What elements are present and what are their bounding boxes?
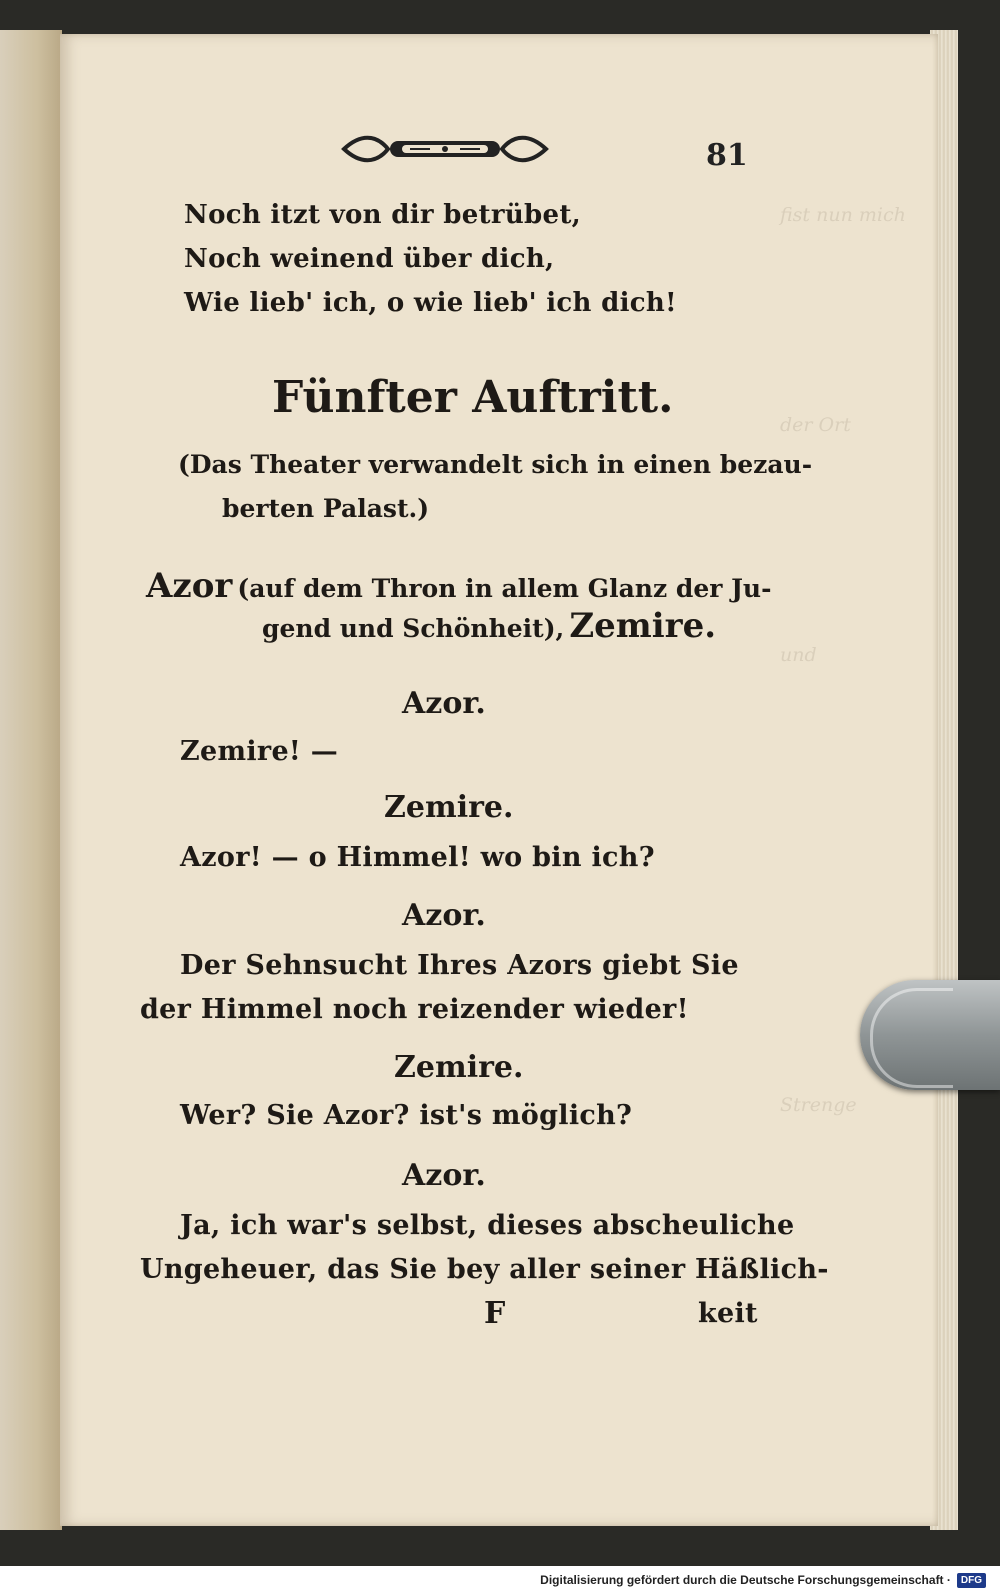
speaker-label: Zemire. [394,1050,524,1085]
speech-line: Wer? Sie Azor? ist's möglich? [180,1100,633,1131]
page-number: 81 [706,138,748,173]
funding-credit: Digitalisierung gefördert durch die Deutsche Forschungsgemeinschaft · [540,1573,951,1587]
cast-line-continued [262,606,716,646]
verse-line: Noch weinend über dich, [184,244,555,274]
bleed-through: Strenge [780,1094,857,1116]
character-name: Zemire. [569,606,717,646]
stage-direction: gend und Schönheit), [262,614,565,643]
ornament-icon [340,128,550,170]
speech-line: der Himmel noch reizender wieder! [140,994,689,1025]
dfg-logo-icon: DFG [957,1573,986,1588]
stage-direction: berten Palast.) [222,494,430,523]
cast-line [146,566,771,606]
speech-line: Ungeheuer, das Sie bey aller seiner Häßlich- [140,1254,829,1285]
speech-line: Ja, ich war's selbst, dieses abscheuliche [180,1210,795,1241]
verse-line: Wie lieb' ich, o wie lieb' ich dich! [184,288,677,318]
bleed-through: fist nun mich [780,204,906,226]
speech-line: Zemire! — [180,736,339,767]
stage-direction: (Das Theater verwandelt sich in einen bezau- [178,450,813,479]
left-page-edge [0,30,62,1530]
speech-line: Der Sehnsucht Ihres Azors giebt Sie [180,950,739,981]
bleed-through: und [780,644,817,666]
scene-heading: Fünfter Auftritt. [272,372,674,423]
catchword: keit [698,1298,758,1329]
speech-line: Azor! — o Himmel! wo bin ich? [180,842,655,873]
verse-line: Noch itzt von dir betrübet, [184,200,582,230]
signature-mark: F [484,1296,506,1331]
footer-bar [0,1566,1000,1594]
stage-direction: (auf dem Thron in allem Glanz der Ju- [237,574,772,603]
scanner-clip [860,980,1000,1090]
speaker-label: Azor. [402,686,486,721]
character-name: Azor [146,566,233,606]
speaker-label: Azor. [402,898,486,933]
speaker-label: Azor. [402,1158,486,1193]
bleed-through: der Ort [780,414,851,436]
speaker-label: Zemire. [384,790,514,825]
